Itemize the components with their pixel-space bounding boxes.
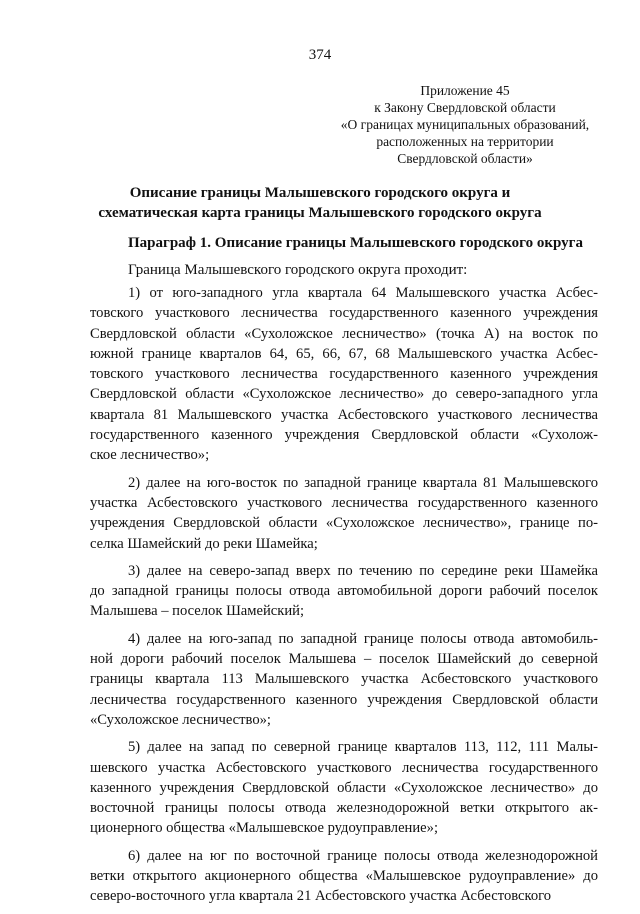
item-line: 6) далее на юг по восточной границе полосы отвода железнодорожной bbox=[128, 847, 598, 864]
item-line: шевского участка Асбестовского участкового лесничества государственного bbox=[90, 759, 598, 776]
item-line: южной границе кварталов 64, 65, 66, 67, 68 Малышевского участка Асбес- bbox=[90, 345, 598, 362]
intro-text: Граница Малышевского городского округа проходит: bbox=[128, 262, 468, 278]
item-line: границы квартала 113 Малышевского участка Асбестовского участкового bbox=[90, 671, 598, 688]
item-line: Малышева – поселок Шамейский; bbox=[90, 603, 305, 620]
item-line: товского участкового лесничества государственного казенного учреждения bbox=[90, 366, 598, 383]
item-line: участка Асбестовского участкового лесничества государственного казенного bbox=[90, 494, 598, 511]
item-line: восточной границы полосы отвода железнодорожной ветки открытого ак- bbox=[90, 800, 598, 817]
item-line: ной дороги рабочий поселок Малышева – поселок Шамейский до северной bbox=[90, 651, 598, 668]
item-line: ветки открытого акционерного общества «Малышевское рудоуправление» до bbox=[90, 868, 598, 885]
item-line: 1) от юго-западного угла квартала 64 Малышевского участка Асбес- bbox=[128, 285, 598, 301]
item-line: 5) далее на запад по северной границе кварталов 113, 112, 111 Малы- bbox=[128, 739, 598, 756]
item-line: ционерного общества «Малышевское рудоуправление»; bbox=[90, 820, 439, 837]
paragraph-heading: Параграф 1. Описание границы Малышевского городского округа bbox=[128, 235, 583, 251]
item-line: товского участкового лесничества государственного казенного учреждения bbox=[90, 305, 598, 322]
item-line: Свердловской области «Сухоложское лесничество» (точка А) на восток по bbox=[90, 325, 598, 342]
page-number: 374 bbox=[308, 47, 332, 63]
boundary-item bbox=[90, 846, 598, 907]
item-line: казенного учреждения Свердловской области «Сухоложское лесничество» до bbox=[90, 779, 598, 796]
boundary-items bbox=[90, 283, 598, 914]
item-line: Свердловской области «Сухоложское лесничество» до северо-западного угла bbox=[90, 386, 598, 403]
item-line: северо-восточного угла квартала 21 Асбестовского участка Асбестовского bbox=[90, 888, 552, 905]
title-line: Описание границы Малышевского городского округа и bbox=[129, 185, 511, 201]
item-line: селка Шамейский до реки Шамейка; bbox=[90, 535, 318, 552]
item-line: лесничества государственного казенного учреждения Свердловской области bbox=[90, 691, 598, 708]
boundary-item bbox=[90, 473, 598, 554]
item-line: учреждения Свердловской области «Сухоложское лесничество», границе по- bbox=[90, 515, 598, 532]
boundary-item bbox=[90, 283, 598, 466]
item-line: ское лесничество»; bbox=[90, 447, 210, 464]
item-line: 3) далее на северо-запад вверх по течению по середине реки Шамейка bbox=[128, 562, 598, 579]
title-line: схематическая карта границы Малышевского городского округа bbox=[98, 205, 542, 221]
item-line: до западной границы полосы отвода автомобильной дороги рабочий поселок bbox=[90, 583, 598, 600]
boundary-item bbox=[90, 737, 598, 838]
item-line: «Сухоложское лесничество»; bbox=[90, 711, 271, 728]
item-line: 2) далее на юго-восток по западной границе квартала 81 Малышевского bbox=[128, 474, 598, 491]
item-line: квартала 81 Малышевского участка Асбестовского участкового лесничества bbox=[90, 406, 598, 423]
boundary-item bbox=[90, 561, 598, 622]
document-title bbox=[60, 183, 580, 223]
appendix-line: Свердловской области» bbox=[397, 151, 533, 166]
boundary-item bbox=[90, 629, 598, 730]
item-line: 4) далее на юго-запад по западной границе полосы отвода автомобиль- bbox=[128, 630, 598, 647]
item-line: государственного казенного учреждения Свердловской области «Сухолож- bbox=[90, 427, 598, 444]
appendix-line: к Закону Свердловской области bbox=[374, 100, 556, 115]
appendix-line: расположенных на территории bbox=[376, 134, 554, 149]
appendix-line: «О границах муниципальных образований, bbox=[340, 117, 590, 132]
appendix-reference bbox=[340, 82, 590, 167]
appendix-line: Приложение 45 bbox=[420, 83, 510, 98]
